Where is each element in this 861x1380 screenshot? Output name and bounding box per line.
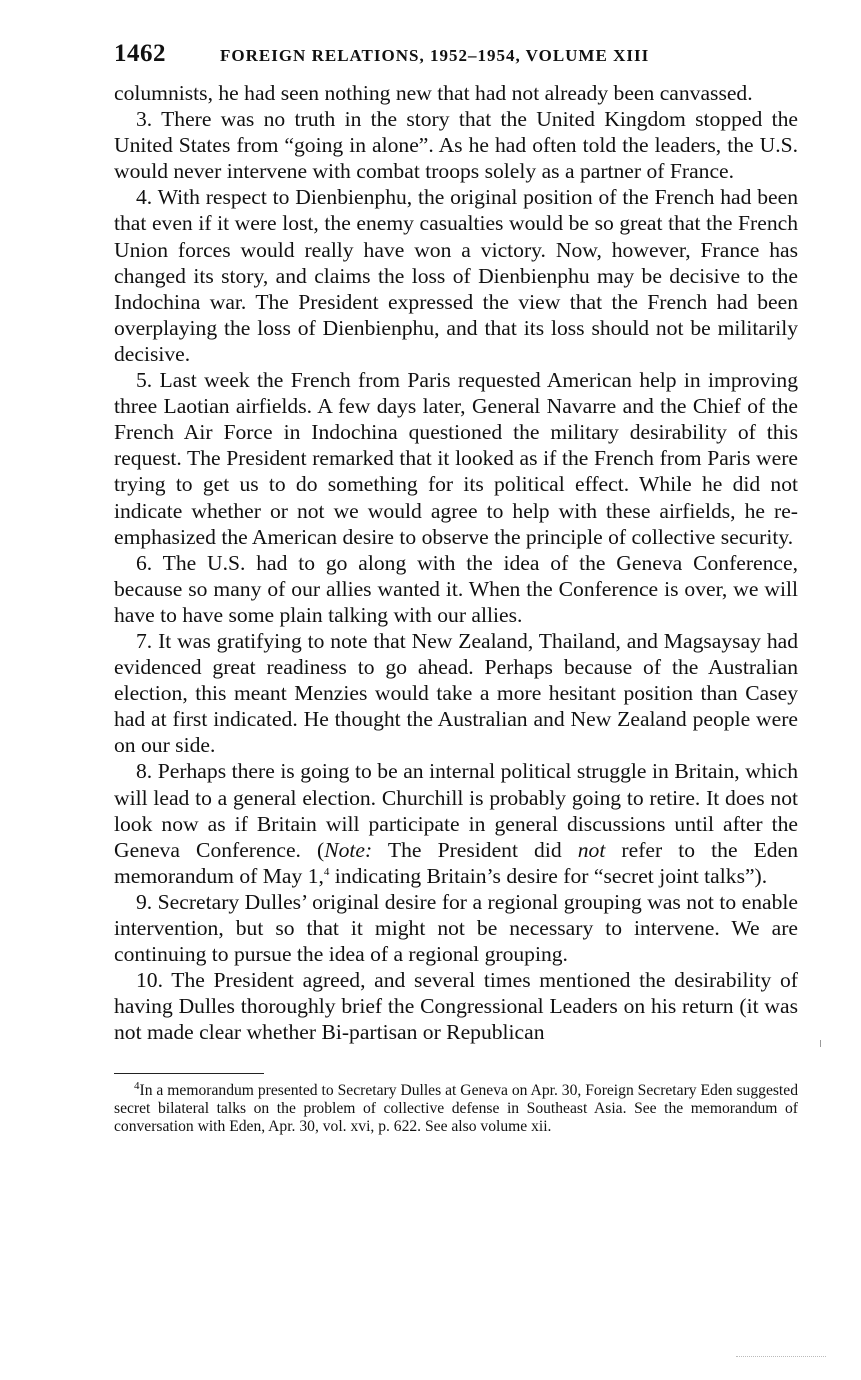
footnote-text: In a memorandum presented to Secretary Dulles at Geneva on Apr. 30, Foreign Secretary Eden suggested secret bilateral talks on the problem of collective defense in Southeast Asia. See the memorandum of conversation with Eden, Apr. 30, vol. xvi, p. 622. See also volume xii. (114, 1082, 798, 1136)
paragraph-5: 5. Last week the French from Paris requested American help in improving three Laotian airfields. A few days later, General Navarre and the Chief of the French Air Force in Indochina questioned the military desirability of this request. The President remarked that it looked as if the French from Paris were trying to get us to do something for its political effect. While he did not indicate whether or not we would agree to help with these airfields, he re-emphasized the American desire to observe the principle of collective security. (114, 368, 798, 549)
paragraph-8-text-b: The President did (372, 837, 578, 862)
paragraph-6: 6. The U.S. had to go along with the idea of the Geneva Conference, because so many of our allies wanted it. When the Conference is over, we will have to have some plain talking with our allies. (114, 550, 798, 627)
paragraph-continued: columnists, he had seen nothing new that had not already been canvassed. (114, 81, 753, 105)
paragraph-8-text-d: indicating Britain’s desire for “secret joint talks”). (329, 863, 768, 888)
paragraph-10: 10. The President agreed, and several times mentioned the desirability of having Dulles thoroughly brief the Congressional Leaders on his return (it was not made clear whether Bi-partisan or Republican (114, 968, 798, 1045)
page-header (114, 40, 798, 74)
margin-mark (820, 1040, 821, 1047)
footnote-divider (114, 1073, 264, 1074)
footnote-marker: 4 (134, 1080, 140, 1093)
paragraph-3: 3. There was no truth in the story that the United Kingdom stopped the United States from “going in alone”. As he had often told the leaders, the U.S. would never intervene with combat troops solely as a partner of France. (114, 107, 798, 184)
paragraph-7: 7. It was gratifying to note that New Zealand, Thailand, and Magsaysay had evidenced great readiness to go ahead. Perhaps because of the Australian election, this meant Menzies would take a more hesitant position than Casey had at first indicated. He thought the Australian and New Zealand people were on our side. (114, 628, 798, 758)
footnote (114, 1082, 798, 1135)
emphasis-not: not (577, 837, 606, 862)
paragraph-4: 4. With respect to Dienbienphu, the original position of the French had been that even if it were lost, the enemy casualties would be so great that the French Union forces would really have won a victory. Now, however, France has changed its story, and claims the loss of Dienbienphu may be decisive to the Indochina war. The President expressed the view that the French had been overplaying the loss of Dienbienphu, and that its loss should not be militarily decisive. (114, 185, 798, 366)
body-text (114, 80, 798, 1045)
paragraph-9: 9. Secretary Dulles’ original desire for a regional grouping was not to enable intervention, but so that it might not be necessary to intervene. We are continuing to pursue the idea of a regional grouping. (114, 889, 798, 967)
document-page (114, 40, 798, 1136)
scan-specks (736, 1356, 826, 1359)
note-label: Note: (324, 837, 373, 862)
page-number: 1462 (114, 40, 166, 67)
paragraph-8-text-a: 8. Perhaps there is going to be an internal political struggle in Britain, which will lead to a general election. Churchill is probably going to retire. It does not look now as if Britain will participate in general discussions until after the Geneva Conference. ( (114, 759, 798, 862)
footnote-reference[interactable]: 4 (323, 865, 330, 878)
running-title: FOREIGN RELATIONS, 1952–1954, VOLUME XIII (220, 46, 650, 65)
paragraph-8 (114, 758, 798, 888)
paragraph-8-text-c: refer to the Eden memorandum of May 1, (114, 837, 798, 888)
